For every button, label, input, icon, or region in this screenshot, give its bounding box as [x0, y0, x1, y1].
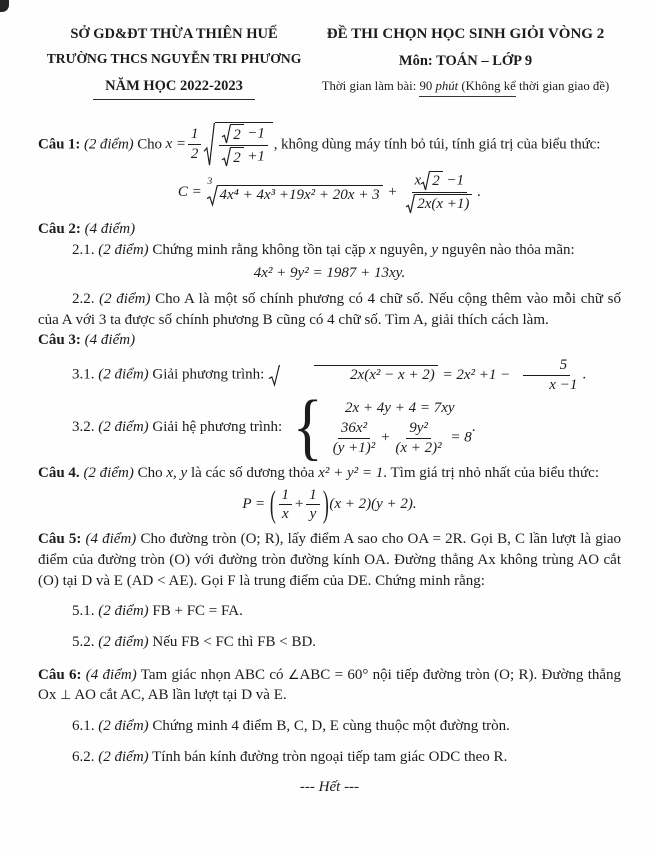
question-6-2: 6.2. (2 điểm) Tính bán kính đường tròn ngoại tiếp tam giác ODC theo R.: [72, 748, 508, 765]
fraction: $\frac{5}{x -1}$: [512, 357, 580, 394]
fraction: $\frac{1}{2}$: [188, 126, 201, 163]
question-5-label: Câu 5:: [38, 531, 82, 548]
radical-sign: [222, 124, 231, 144]
radical-sign: [269, 365, 280, 386]
exam-body: [38, 122, 621, 798]
question-6-1: 6.1. (2 điểm) Chứng minh 4 điểm B, C, D, E cùng thuộc một đường tròn.: [72, 718, 510, 735]
question-2-points: (4 điểm): [84, 221, 136, 237]
q1-c-expression: C = 3 4x⁴ + 4x³ +19x² + 20x + 3 + x 2 −1 2x(x +1) .: [177, 172, 482, 213]
header-left: [38, 24, 310, 100]
q1-x-definition-formula: x = $\frac{1}{2}$ $\frac{2 -1}{2 +1}$: [166, 136, 274, 152]
close-paren: ): [322, 484, 329, 525]
question-6-points: (4 điểm): [85, 666, 137, 683]
fraction: $\frac{1}{y}$: [306, 487, 320, 524]
duration-underline: 90 phút (Không kể: [419, 78, 515, 98]
end-mark: --- Hết ---: [299, 779, 360, 796]
system-row-1: 2x + 4y + 4 = 7xy: [345, 399, 455, 416]
subject-line: Môn: TOÁN – LỚP 9: [398, 52, 533, 69]
radical-sign: [421, 171, 430, 191]
school-name: TRƯỜNG THCS NGUYỄN TRI PHƯƠNG: [46, 51, 302, 66]
question-3-2: 3.2. (2 điểm) Giải hệ phương trình: { 2x + 4y + 4 = 7xy $\frac{\text{36x²}}{\text{(y +1)²}}$ + $\frac{\text{9y²}}{\text{(x + 2)²}}$ = 8 .: [72, 385, 476, 468]
q2-1-equation: 4x² + 9y² = 1987 + 13xy.: [253, 265, 406, 282]
question-1-intro: Câu 1: (2 điểm) Cho x = $\frac{1}{2}$ $\frac{2 -1}{2 +1}$ , không dùng máy tính bỏ túi, tính giá trị của biểu thức:: [38, 122, 621, 168]
question-3-label-line: [38, 330, 621, 351]
question-2-1: 2.1. (2 điểm) Chứng minh rằng không tồn tại cặp x nguyên, y nguyên nào thỏa mãn:: [72, 241, 575, 258]
q4-p-expression: P = ( $\frac{1}{x}$ + $\frac{1}{y}$ )(x + 2)(y + 2).: [38, 487, 621, 524]
angle-symbol: ∠: [287, 667, 300, 683]
question-4-points: (2 điểm): [83, 465, 134, 481]
question-4-label: Câu 4.: [38, 465, 80, 481]
fraction: $\frac{\text{9y²}}{\text{(x + 2)²}}$: [395, 420, 442, 457]
scan-corner-artifact: [0, 0, 9, 12]
radical: 2: [421, 171, 443, 191]
header-right: [310, 24, 621, 100]
fraction: $\frac{1}{x}$: [279, 487, 293, 524]
school-year: NĂM HỌC 2022-2023: [38, 76, 310, 100]
question-6-label: Câu 6:: [38, 666, 82, 683]
equation-system: [290, 385, 472, 468]
question-5-2: 5.2. (2 điểm) Nếu FB < FC thì FB < BD.: [72, 634, 317, 651]
radical: [204, 122, 272, 168]
question-6-intro: Câu 6: (4 điểm) Tam giác nhọn ABC có ∠ABC = 60° nội tiếp đường tròn (O; R). Đường thẳng Ox ⊥ AO cắt AC, AB lần lượt tại D và E.: [38, 666, 622, 704]
department-name: SỞ GD&ĐT THỪA THIÊN HUẾ: [70, 26, 278, 42]
perpendicular-symbol: ⊥: [60, 688, 72, 704]
header: [38, 24, 621, 100]
duration-line: Thời gian làm bài: 90 phút (Không kể thời gian giao đề): [310, 78, 621, 98]
radical: 2: [222, 124, 243, 144]
fraction: x 2 −1 2x(x +1): [403, 171, 475, 214]
radical: 2x(x +1): [406, 194, 472, 214]
question-5-1: 5.1. (2 điểm) FB + FC = FA.: [72, 603, 243, 620]
system-brace: {: [292, 385, 324, 468]
question-1-label: Câu 1:: [38, 136, 81, 153]
question-3-points: (4 điểm): [84, 332, 136, 349]
radical-sign: [204, 122, 215, 168]
cube-root-radical: 3 4x⁴ + 4x³ +19x² + 20x + 3: [207, 185, 383, 206]
open-paren: (: [269, 484, 276, 525]
radical: 2: [222, 147, 243, 167]
question-5-points: (4 điểm): [85, 531, 137, 548]
radical-sign: [406, 194, 415, 214]
question-3-1: 3.1. (2 điểm) Giải phương trình: 2x(x² − x + 2) = 2x² +1 − $\frac{5}{x -1}$ .: [72, 357, 587, 393]
question-1-points: (2 điểm): [83, 136, 134, 153]
q4-condition: x² + y² = 1: [318, 465, 384, 481]
question-2-label: Câu 2:: [38, 221, 81, 237]
exam-title: ĐỀ THI CHỌN HỌC SINH GIỎI VÒNG 2: [326, 26, 605, 42]
radical-sign: [207, 185, 218, 206]
question-2-label-line: [38, 219, 621, 240]
question-2-2: 2.2. (2 điểm) Cho A là một số chính phương có 4 chữ số. Nếu cộng thêm vào mỗi chữ số của A với 3 ta được số chính phương B cũng có 4 chữ số. Tìm A, giải thích cách làm.: [38, 291, 622, 328]
fraction: $\frac{\text{36x²}}{\text{(y +1)²}}$: [332, 420, 376, 457]
radical: 2x(x² − x + 2): [269, 365, 438, 386]
question-5-intro: Câu 5: (4 điểm) Cho đường tròn (O; R), lấy điểm A sao cho OA = 2R. Gọi B, C lần lượt là giao điểm của đường tròn (O) với đường tròn đường kính OA. Đường thẳng Ax không trùng AO cắt (O) tại D và E (AD < AE). Gọi F là trung điểm của DE. Chứng minh rằng:: [38, 531, 622, 589]
fraction: $\frac{2 -1}{2 +1}$: [219, 124, 267, 167]
radical-sign: [222, 147, 231, 167]
question-3-label: Câu 3:: [38, 332, 81, 349]
question-4-intro: Câu 4. (2 điểm) Cho x, y là các số dương thỏa x² + y² = 1. Tìm giá trị nhỏ nhất của biểu thức:: [38, 465, 600, 481]
q3-1-equation: 2x(x² − x + 2) = 2x² +1 − $\frac{5}{x -1}$: [268, 367, 582, 383]
system-row-2: $\frac{\text{36x²}}{\text{(y +1)²}}$ + $\frac{\text{9y²}}{\text{(x + 2)²}}$ = 8: [328, 420, 472, 457]
